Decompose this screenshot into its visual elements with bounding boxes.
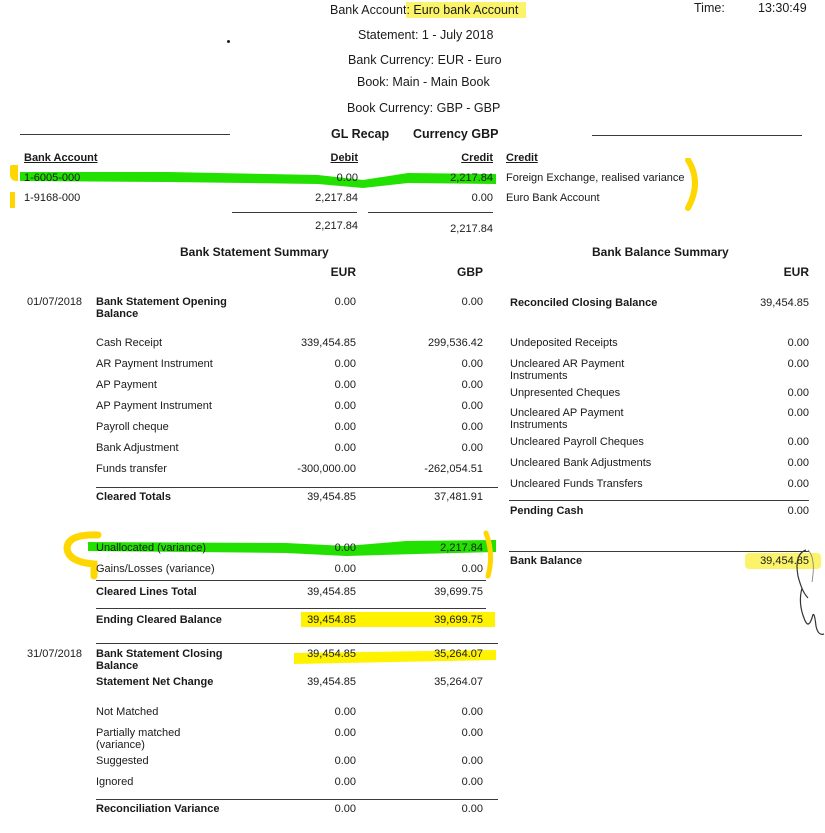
bbs-item-label: Unpresented Cheques <box>510 387 621 399</box>
bank-balance-eur: 39,454.85 <box>760 555 809 567</box>
yellow-margin-mark <box>10 165 18 181</box>
cleared-totals-eur: 39,454.85 <box>307 491 356 503</box>
gains-losses-label: Gains/Losses (variance) <box>96 563 215 575</box>
unallocated-eur: 0.00 <box>334 542 356 554</box>
book-currency: Book Currency: GBP - GBP <box>347 101 501 115</box>
bbs-col-eur: EUR <box>783 265 809 279</box>
bss-item-label: Payroll cheque <box>96 421 169 433</box>
bss-item-eur: 0.00 <box>334 379 356 391</box>
divider <box>368 212 493 213</box>
yellow-bracket-mark <box>482 530 498 580</box>
gl-total-credit: 2,217.84 <box>450 223 493 235</box>
gains-losses-gbp: 0.00 <box>461 563 483 575</box>
match-item-eur: 0.00 <box>334 755 356 767</box>
divider <box>592 135 802 136</box>
book: Book: Main - Main Book <box>357 75 490 89</box>
match-item-gbp: 0.00 <box>461 755 483 767</box>
gl-account: 1-9168-000 <box>24 192 81 204</box>
bss-item-gbp: 0.00 <box>461 421 483 433</box>
bss-item-label: Bank Adjustment <box>96 442 179 454</box>
net-change-label: Statement Net Change <box>96 676 214 688</box>
gl-description: Euro Bank Account <box>506 192 600 204</box>
opening-date: 01/07/2018 <box>27 296 83 308</box>
bbs-item-eur: 0.00 <box>787 457 809 469</box>
bss-item-gbp: -262,054.51 <box>424 463 483 475</box>
bbs-item-eur: 0.00 <box>787 407 809 419</box>
bbs-item-eur: 0.00 <box>787 337 809 349</box>
time-value: 13:30:49 <box>758 1 807 15</box>
bss-item-gbp: 0.00 <box>461 358 483 370</box>
divider <box>96 580 486 581</box>
unallocated-label: Unallocated (variance) <box>96 542 207 554</box>
bss-item-gbp: 299,536.42 <box>427 337 483 349</box>
closing-gbp: 35,264.07 <box>434 648 483 660</box>
unallocated-gbp: 2,217.84 <box>440 542 483 554</box>
opening-eur: 0.00 <box>334 296 356 308</box>
gl-recap-currency: Currency GBP <box>413 127 499 141</box>
bbs-item-label: Uncleared Bank Adjustments <box>510 457 652 469</box>
gl-credit: 0.00 <box>471 192 493 204</box>
divider <box>232 212 357 213</box>
bss-item-eur: -300,000.00 <box>297 463 356 475</box>
statement-period: Statement: 1 - July 2018 <box>358 28 494 42</box>
bss-col-gbp: GBP <box>456 265 483 279</box>
reconciliation-variance-eur: 0.00 <box>334 803 356 815</box>
closing-date: 31/07/2018 <box>27 648 83 660</box>
bbs-item-eur: 0.00 <box>787 358 809 370</box>
bbs-item-label: Undeposited Receipts <box>510 337 618 349</box>
match-item-label: Not Matched <box>96 706 159 718</box>
bbs-item-label: Uncleared Payroll Cheques <box>510 436 644 448</box>
col-debit: Debit <box>330 152 358 164</box>
bss-item-eur: 0.00 <box>334 442 356 454</box>
divider <box>509 551 809 552</box>
bbs-title: Bank Balance Summary <box>592 245 729 259</box>
match-item-gbp: 0.00 <box>461 776 483 788</box>
bss-item-label: AP Payment Instrument <box>96 400 212 412</box>
ending-cleared-balance-gbp: 39,699.75 <box>434 614 483 626</box>
gl-total-debit: 2,217.84 <box>315 220 358 232</box>
reconciliation-variance-label: Reconciliation Variance <box>96 803 220 815</box>
net-change-eur: 39,454.85 <box>307 676 356 688</box>
bank-balance-label: Bank Balance <box>510 555 583 567</box>
gl-credit: 2,217.84 <box>450 172 493 184</box>
bss-col-eur: EUR <box>330 265 356 279</box>
reconciled-closing-eur: 39,454.85 <box>760 297 809 309</box>
bbs-item-label: Uncleared Funds Transfers <box>510 478 643 490</box>
closing-label: Bank Statement Closing Balance <box>96 648 223 672</box>
net-change-gbp: 35,264.07 <box>434 676 483 688</box>
opening-label: Bank Statement Opening Balance <box>96 296 227 320</box>
gl-recap-title: GL Recap <box>331 127 390 141</box>
cleared-totals-gbp: 37,481.91 <box>434 491 483 503</box>
bss-item-label: Funds transfer <box>96 463 167 475</box>
closing-eur: 39,454.85 <box>307 648 356 660</box>
match-item-eur: 0.00 <box>334 776 356 788</box>
match-item-gbp: 0.00 <box>461 727 483 739</box>
bank-account-label: Bank Account <box>330 3 407 17</box>
reconciled-closing-label: Reconciled Closing Balance <box>510 297 658 309</box>
bss-item-eur: 0.00 <box>334 358 356 370</box>
col-bank-account: Bank Account <box>24 152 98 164</box>
gains-losses-eur: 0.00 <box>334 563 356 575</box>
bss-item-eur: 339,454.85 <box>300 337 356 349</box>
yellow-bracket-mark <box>682 158 706 214</box>
yellow-margin-mark <box>10 192 15 208</box>
bss-item-gbp: 0.00 <box>461 400 483 412</box>
bbs-item-label: Uncleared AP Payment Instruments <box>510 407 624 431</box>
bank-account-line <box>330 3 526 17</box>
cleared-totals-label: Cleared Totals <box>96 491 171 503</box>
bbs-item-label: Uncleared AR Payment Instruments <box>510 358 625 382</box>
bss-title: Bank Statement Summary <box>180 245 329 259</box>
bss-item-gbp: 0.00 <box>461 442 483 454</box>
divider <box>96 799 498 800</box>
gl-description: Foreign Exchange, realised variance <box>506 172 685 184</box>
bss-item-gbp: 0.00 <box>461 379 483 391</box>
match-item-gbp: 0.00 <box>461 706 483 718</box>
match-item-eur: 0.00 <box>334 706 356 718</box>
bbs-item-eur: 0.00 <box>787 387 809 399</box>
match-item-label: Ignored <box>96 776 134 788</box>
pending-cash-label: Pending Cash <box>510 505 584 517</box>
col-credit: Credit <box>461 152 493 164</box>
divider <box>20 134 230 135</box>
bank-currency: Bank Currency: EUR - Euro <box>348 53 502 67</box>
gl-debit: 0.00 <box>336 172 358 184</box>
divider <box>96 643 498 644</box>
opening-gbp: 0.00 <box>461 296 483 308</box>
divider <box>96 487 498 488</box>
bbs-item-eur: 0.00 <box>787 436 809 448</box>
cleared-lines-total-gbp: 39,699.75 <box>434 586 483 598</box>
bss-item-label: AP Payment <box>96 379 157 391</box>
bss-item-label: AR Payment Instrument <box>96 358 213 370</box>
reconciliation-variance-gbp: 0.00 <box>461 803 483 815</box>
cleared-lines-total-label: Cleared Lines Total <box>96 586 197 598</box>
gl-debit: 2,217.84 <box>315 192 358 204</box>
handwritten-initial-mark <box>788 548 825 638</box>
col-description: Credit <box>506 152 538 164</box>
ending-cleared-balance-label: Ending Cleared Balance <box>96 614 222 626</box>
bss-item-label: Cash Receipt <box>96 337 163 349</box>
match-item-eur: 0.00 <box>334 727 356 739</box>
match-item-label: Partially matched (variance) <box>96 727 181 751</box>
divider <box>509 500 809 501</box>
pending-cash-eur: 0.00 <box>787 505 809 517</box>
speck-mark <box>227 40 230 43</box>
match-item-label: Suggested <box>96 755 149 767</box>
cleared-lines-total-eur: 39,454.85 <box>307 586 356 598</box>
gl-account: 1-6005-000 <box>24 172 81 184</box>
bss-item-eur: 0.00 <box>334 421 356 433</box>
bss-item-eur: 0.00 <box>334 400 356 412</box>
bank-account-value: : Euro bank Account <box>406 2 526 18</box>
bbs-item-eur: 0.00 <box>787 478 809 490</box>
divider <box>96 608 486 609</box>
time-label: Time: <box>694 1 725 15</box>
ending-cleared-balance-eur: 39,454.85 <box>307 614 356 626</box>
